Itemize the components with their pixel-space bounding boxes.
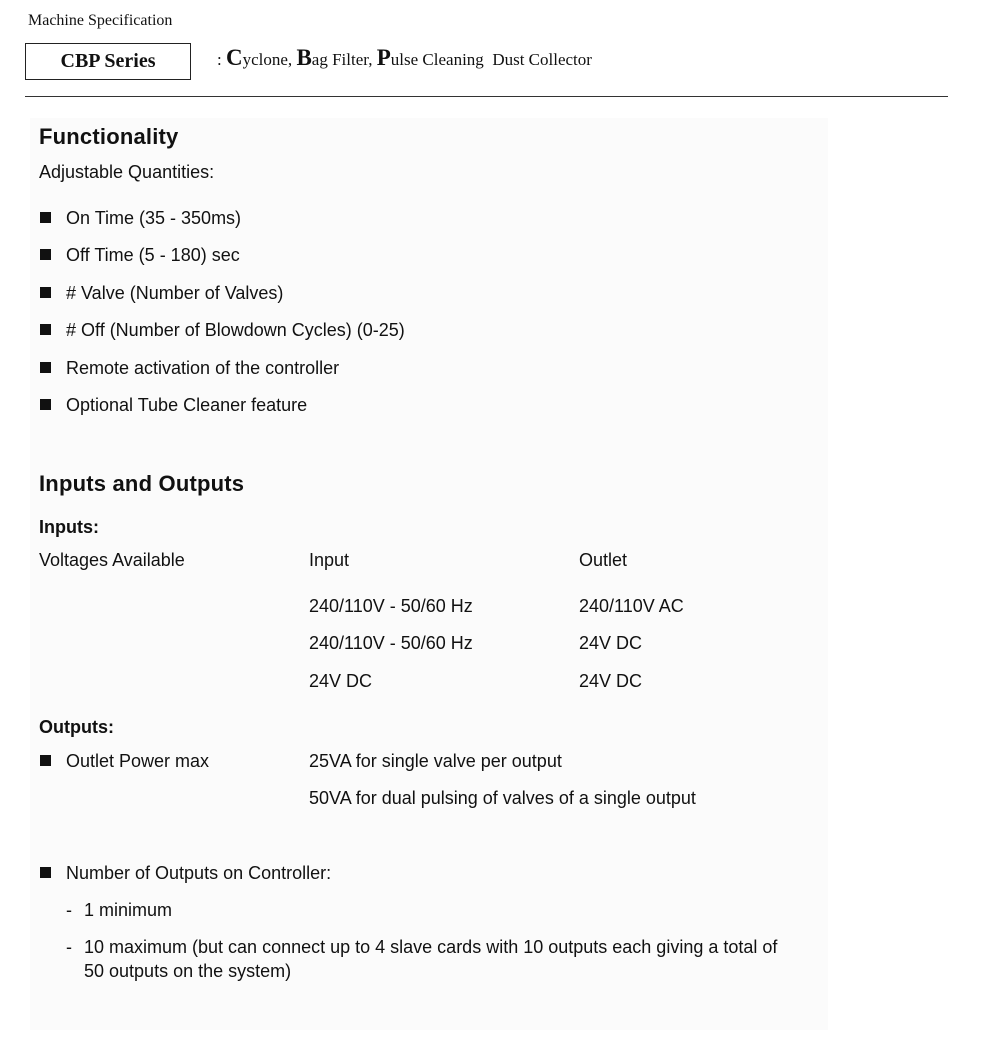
voltage-outlet-value: 240/110V AC — [579, 596, 684, 616]
subtitle-p-rest: ulse Cleaning — [390, 50, 484, 69]
voltage-outlet-value: 24V DC — [579, 633, 643, 653]
series-title: CBP Series — [60, 50, 156, 72]
outputs-heading: Outputs: — [39, 717, 114, 737]
functionality-item: Remote activation of the controller — [66, 358, 340, 378]
subtitle-tail: Dust Collector — [492, 50, 592, 69]
subtitle-colon: : — [217, 50, 222, 69]
voltage-outlet-value: 24V DC — [579, 671, 643, 691]
voltages-label: Voltages Available — [39, 550, 185, 570]
bullet-icon — [40, 755, 51, 766]
subtitle-c-rest: yclone, — [242, 50, 293, 69]
functionality-item: # Off (Number of Blowdown Cycles) (0-25) — [66, 320, 405, 340]
bullet-icon — [40, 287, 51, 298]
functionality-heading: Functionality — [39, 124, 179, 149]
voltage-input-value: 240/110V - 50/60 Hz — [309, 633, 473, 653]
io-heading: Inputs and Outputs — [39, 471, 245, 496]
input-column-header: Input — [309, 550, 350, 570]
output-count-item: 10 maximum (but can connect up to 4 slave cards with 10 outputs each giving a total of — [84, 937, 778, 957]
functionality-item: Optional Tube Cleaner feature — [66, 395, 308, 415]
bullet-icon — [40, 399, 51, 410]
series-subtitle — [217, 45, 592, 71]
functionality-item: Off Time (5 - 180) sec — [66, 245, 240, 265]
functionality-item: # Valve (Number of Valves) — [66, 283, 284, 303]
outlet-power-value: 50VA for dual pulsing of valves of a single output — [309, 788, 696, 808]
voltage-input-value: 24V DC — [309, 671, 373, 691]
outlet-power-value: 25VA for single valve per output — [309, 751, 562, 771]
dash-marker: - — [66, 937, 72, 957]
output-count-item-continued: 50 outputs on the system) — [84, 961, 292, 981]
bullet-icon — [40, 324, 51, 335]
subtitle-c-initial: C — [225, 45, 243, 70]
subtitle-p-initial: P — [376, 45, 391, 70]
series-title-box — [25, 43, 191, 80]
dash-marker: - — [66, 900, 72, 920]
inputs-heading: Inputs: — [39, 517, 99, 537]
bullet-icon — [40, 867, 51, 878]
subtitle-b-initial: B — [296, 45, 312, 70]
functionality-item: On Time (35 - 350ms) — [66, 208, 242, 228]
bullet-icon — [40, 212, 51, 223]
bullet-icon — [40, 362, 51, 373]
voltage-input-value: 240/110V - 50/60 Hz — [309, 596, 473, 616]
outlet-power-label: Outlet Power max — [66, 751, 210, 771]
document-label: Machine Specification — [28, 12, 173, 29]
header-divider — [25, 96, 948, 97]
output-count-label: Number of Outputs on Controller: — [66, 863, 332, 883]
subtitle-b-rest: ag Filter, — [311, 50, 373, 69]
outlet-column-header: Outlet — [579, 550, 628, 570]
functionality-intro: Adjustable Quantities: — [39, 162, 215, 182]
bullet-icon — [40, 249, 51, 260]
output-count-item: 1 minimum — [84, 900, 173, 920]
